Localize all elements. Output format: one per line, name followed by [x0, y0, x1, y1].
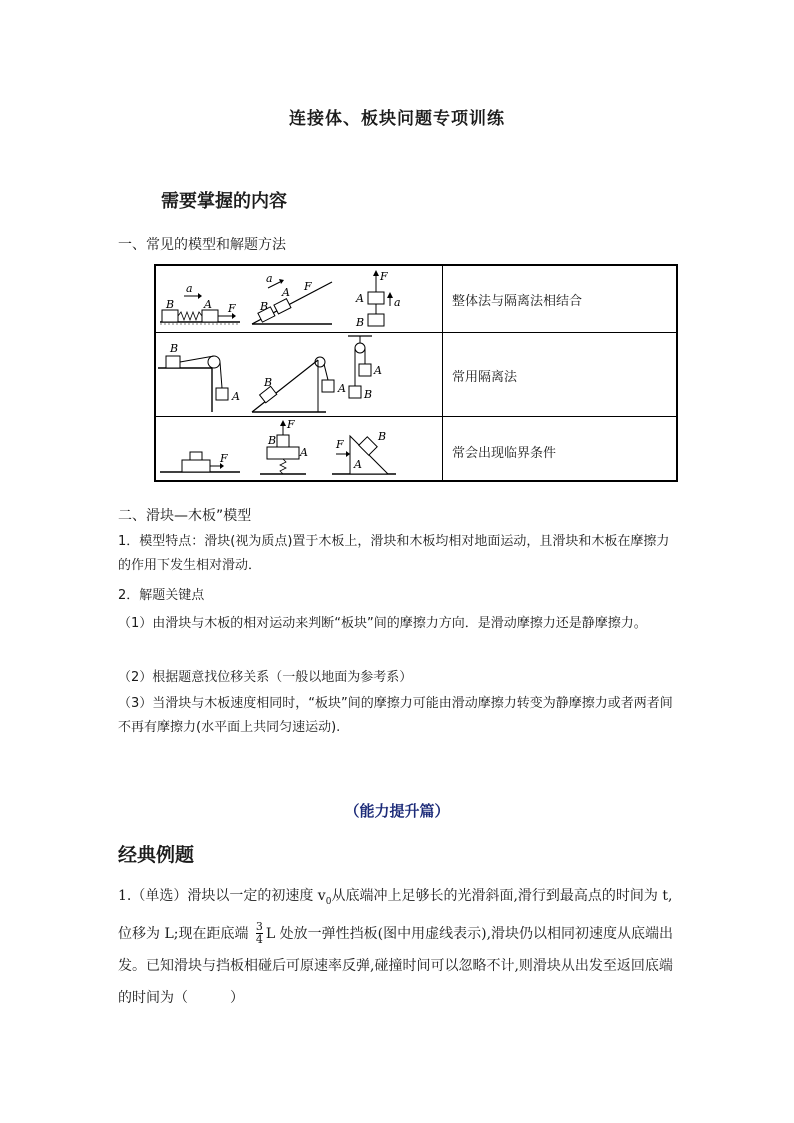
label-F: F	[220, 452, 228, 465]
method-text: 常用隔离法	[452, 370, 518, 385]
label-B: B	[356, 316, 365, 329]
paragraph: 1．模型特点：滑块(视为质点)置于木板上，滑块和木板均相对地面运动，且滑块和木板在摩擦力的作用下发生相对滑动．	[118, 534, 670, 573]
question-text: 1.（单选）滑块以一定的初速度 v	[118, 888, 326, 904]
model-table	[154, 264, 678, 482]
label-B: B	[364, 388, 373, 401]
subheading-models: 一、常见的模型和解题方法	[118, 237, 286, 253]
fraction-denominator: 4	[255, 933, 263, 947]
label-a: a	[394, 296, 401, 309]
label-A: A	[374, 364, 382, 377]
paragraph: （3）当滑块与木板速度相同时，“板块”间的摩擦力可能由滑动摩擦力转变为静摩擦力或者两者间不再有摩擦力(水平面上共同匀速运动).	[118, 696, 673, 735]
method-text: 常会出现临界条件	[452, 446, 557, 461]
fraction	[256, 921, 263, 946]
figure-row-1	[156, 266, 442, 332]
label-B: B	[260, 300, 269, 313]
paragraph: （2）根据题意找位移关系（一般以地面为参考系）	[118, 670, 413, 685]
label-B: B	[166, 298, 175, 311]
figure-row-3	[156, 416, 442, 480]
label-A: A	[282, 286, 290, 299]
method-text: 整体法与隔离法相结合	[452, 294, 583, 309]
paragraph: （1）由滑块与木板的相对运动来判断“板块”间的摩擦力方向．是滑动摩擦力还是静摩擦力。	[118, 616, 647, 631]
label-A: A	[300, 446, 308, 459]
label-F: F	[380, 270, 388, 283]
subheading-slider-board: 二、滑块—木板”模型	[118, 508, 252, 524]
label-F: F	[228, 302, 236, 315]
label-B: B	[378, 430, 387, 443]
table-column-divider	[442, 266, 443, 480]
section-heading: 需要掌握的内容	[161, 191, 287, 212]
label-A: A	[338, 382, 346, 395]
question-1	[118, 880, 678, 1014]
label-F: F	[336, 438, 344, 451]
subscript: 0	[325, 896, 332, 907]
figure-row-2	[156, 332, 442, 416]
label-A: A	[354, 458, 362, 471]
label-A: A	[232, 390, 240, 403]
label-a: a	[266, 272, 273, 285]
label-B: B	[170, 342, 179, 355]
classic-examples-heading: 经典例题	[118, 844, 195, 866]
label-A: A	[204, 298, 212, 311]
label-F: F	[287, 418, 295, 431]
fraction-numerator: 3	[255, 920, 263, 934]
label-F: F	[304, 280, 312, 293]
paragraph: 2．解题关键点	[118, 588, 205, 603]
label-B: B	[264, 376, 273, 389]
ability-heading: （能力提升篇）	[344, 802, 450, 820]
label-A: A	[356, 292, 364, 305]
label-B: B	[268, 434, 277, 447]
question-text: 从底端冲上足够长的光滑斜面,滑行到最高点的时间为 t,位移为 L;现在距底端	[118, 888, 673, 942]
document-title: 连接体、板块问题专项训练	[289, 109, 505, 129]
label-a: a	[186, 282, 193, 295]
question-text: L 处放一弹性挡板(图中用虚线表示),滑块仍以相同初速度从底端出发。已知滑块与挡板相碰后可原速率反弹,碰撞时间可以忽略不计,则滑块从出发至返回底端的时间为（ ）	[118, 925, 674, 1006]
